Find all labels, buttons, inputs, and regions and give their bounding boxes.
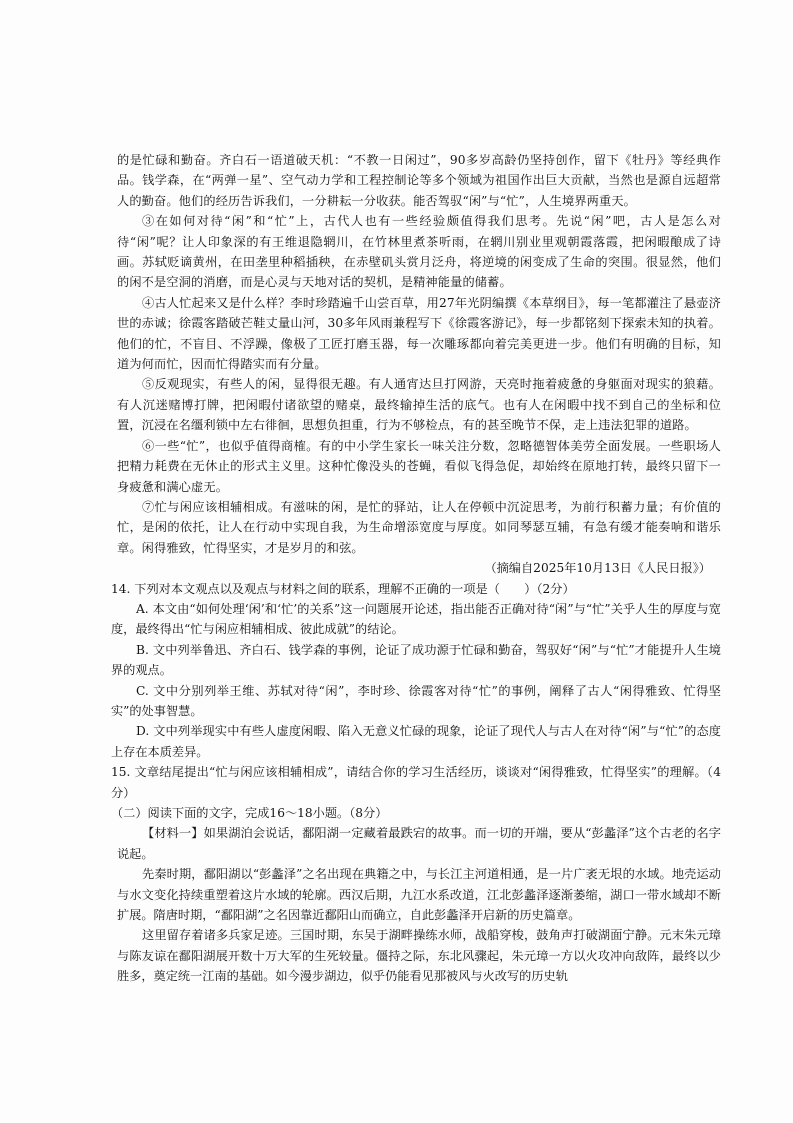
material-1-paragraph-battles: 这里留存着诸多兵家足迹。三国时期，东吴于湖畔操练水师，战船穿梭，鼓角声打破湖面宁静。元末朱元璋与陈友谅在鄱阳湖展开数十万大军的生死较量。僵持之际，东北风骤起，朱元璋一方以火攻冲向敌阵，最终以少胜多，奠定统一江南的基础。如今漫步湖边，似乎仍能看见那被风与火改写的历史轨: [117, 928, 721, 984]
paragraph-6: ⑥一些“忙”，也似乎值得商榷。有的中小学生家长一味关注分数，忽略德智体美劳全面发展。一些职场人把精力耗费在无休止的形式主义里。这种忙像没头的苍蝇，看似飞得急促，却始终在原地打转，最终只留下一身疲惫和满心虚无。: [117, 438, 721, 494]
paragraph-2: 的是忙碌和勤奋。齐白石一语道破天机：“不教一日闲过”，90多岁高龄仍坚持创作，留下《牡丹》等经典作品。钱学森，在“两弹一星”、空气动力学和工程控制论等多个领域为祖国作出巨大贡献，当然也是源自远超常人的勤奋。他们的经历告诉我们，一分耕耘一分收获。能否驾驭“闲”与“忙”，人生境界两重天。: [117, 153, 721, 208]
paragraph-4: ④古人忙起来又是什么样？李时珍踏遍千山尝百草，用27年光阴编撰《本草纲目》，每一笔都灌注了悬壶济世的赤诚；徐霞客踏破芒鞋丈量山河，30多年风雨兼程写下《徐霞客游记》，每一步都铭刻下探索未知的执着。他们的忙，不盲目、不浮躁，像极了工匠打磨玉器，每一次雕琢都向着完美更进一步。他们有明确的目标，知道为何而忙，因而忙得踏实而有分量。: [117, 295, 721, 372]
questions-block: [111, 579, 721, 824]
paragraph-5: ⑤反观现实，有些人的闲，显得很无趣。有人通宵达旦打网游，天亮时拖着疲惫的身躯面对现实的狼藉。有人沉迷赌博打牌，把闲暇付诸欲望的赌桌，最终输掉生活的底气。也有人在闲暇中找不到自己的坐标和位置，沉浸在名缰利锁中左右徘徊，思想负担重，行为不够检点，有的甚至晚节不保，走上违法犯罪的道路。: [117, 377, 721, 433]
question-14-option-b: B. 文中列举鲁迅、齐白石、钱学森的事例，论证了成功源于忙碌和勤奋，驾驭好“闲”与“忙”才能提升人生境界的观点。: [111, 642, 721, 678]
question-15: 15. 文章结尾提出“忙与闲应该相辅相成”，请结合你的学习生活经历，谈谈对“闲得雅致，忙得坚实”的理解。（4分）: [111, 765, 721, 800]
question-14-option-c: C. 文中分别列举王维、苏轼对待“闲”，李时珍、徐霞客对待“忙”的事例，阐释了古人“闲得雅致、忙得坚实”的处事智慧。: [111, 683, 721, 718]
question-14-option-a: A. 本文由“如何处理‘闲’和‘忙’的关系”这一问题展开论述，指出能否正确对待“闲”与“忙”关乎人生的厚度与宽度，最终得出“忙与闲应相辅相成、彼此成就”的结论。: [111, 601, 721, 637]
paragraph-3: ③在如何对待“闲”和“忙”上，古代人也有一些经验颇值得我们思考。先说“闲”吧，古人是怎么对待“闲”呢？让人印象深的有王维退隐辋川，在竹林里煮茶听雨，在辋川别业里观朝霞落霞，把闲暇酿成了诗画。苏轼贬谪黄州，在田垄里种稻插秧，在赤壁矶头赏月泛舟，将逆境的闲变成了生命的突围。很显然，他们的闲不是空洞的消磨，而是心灵与天地对话的契机，是精神能量的储蓄。: [117, 214, 721, 290]
section-2-heading: （二）阅读下面的文字，完成16～18小题。（8分）: [111, 806, 388, 820]
paragraph-7: ⑦忙与闲应该相辅相成。有滋味的闲，是忙的驿站，让人在停顿中沉淀思考，为前行积蓄力量；有价值的忙，是闲的依托，让人在行动中实现自我，为生命增添宽度与厚度。如同琴瑟互辅，有急有缓才能奏响和谐乐章。闲得雅致，忙得坚实，才是岁月的和弦。: [117, 499, 721, 555]
question-14-option-d: D. 文中列举现实中有些人虚度闲暇、陷入无意义忙碌的现象，论证了现代人与古人在对待“闲”与“忙”的态度上存在本质差异。: [111, 724, 721, 759]
material-1-paragraph-history: 先秦时期，鄱阳湖以“彭蠡泽”之名出现在典籍之中，与长江主河道相通，是一片广袤无垠的水域。地壳运动与水文变化持续重塑着这片水域的轮廓。西汉后期，九江水系改道，江北彭蠡泽逐渐萎缩，湖口一带水域却不断扩展。隋唐时期，“鄱阳湖”之名因靠近鄱阳山而确立，自此彭蠡泽开启新的历史篇章。: [117, 867, 721, 923]
material-1-intro: 【材料一】如果湖泊会说话，鄱阳湖一定藏着最跌宕的故事。而一切的开端，要从“彭蠡泽”这个古老的名字说起。: [117, 826, 721, 861]
article-source: （摘编自2025年10月13日《人民日报》）: [484, 561, 711, 576]
question-14-stem: 14. 下列对本文观点以及观点与材料之间的联系，理解不正确的一项是（ ）（2分）: [111, 581, 575, 596]
